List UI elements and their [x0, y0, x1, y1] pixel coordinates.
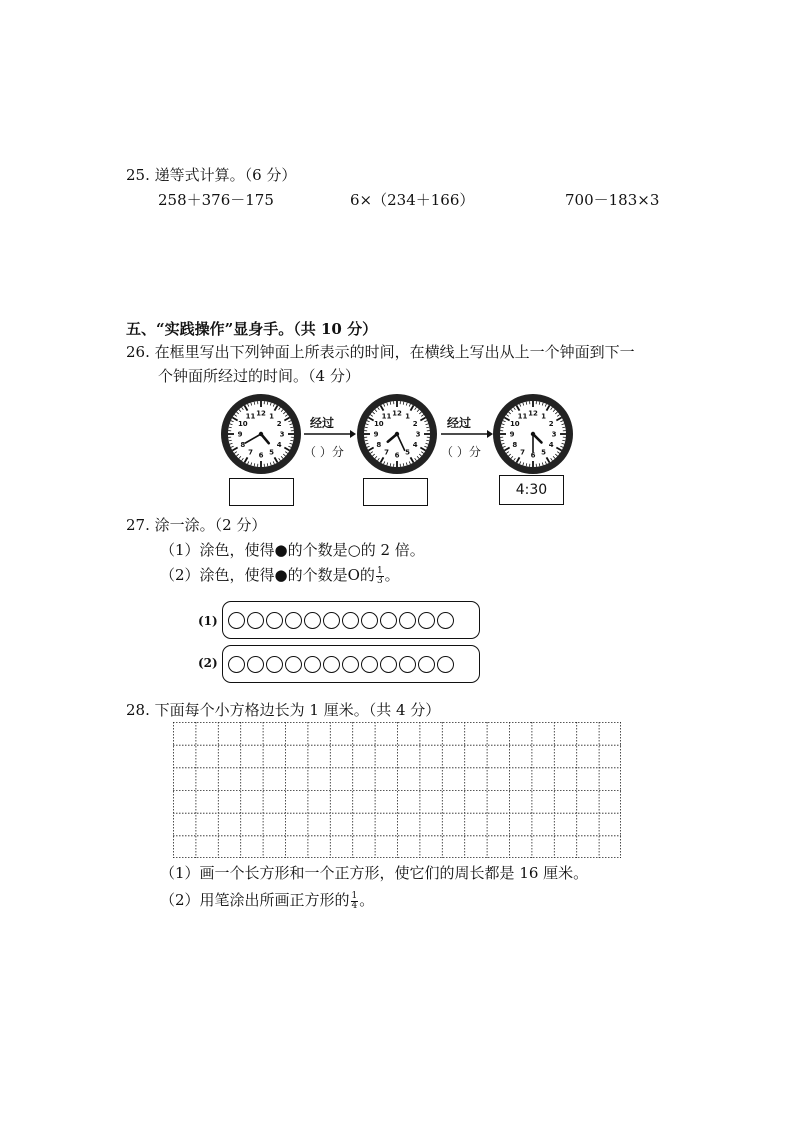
empty-circle[interactable]	[228, 612, 245, 629]
clock-number: 11	[517, 412, 528, 421]
empty-circle[interactable]	[285, 612, 302, 629]
empty-circle[interactable]	[247, 656, 264, 673]
empty-circle[interactable]	[437, 656, 454, 673]
empty-circle[interactable]	[323, 612, 340, 629]
fraction-one-third: $\frac{1}{3}$	[376, 565, 383, 586]
empty-circle[interactable]	[437, 612, 454, 629]
clock-number: 4	[548, 441, 554, 449]
clock-number: 2	[276, 420, 282, 428]
clock-number: 10	[509, 420, 520, 428]
q25-expr-3: 700－183×3	[565, 191, 660, 209]
clock-number: 9	[373, 430, 379, 439]
clock-number: 2	[412, 420, 418, 428]
empty-circle[interactable]	[304, 612, 321, 629]
empty-circle[interactable]	[323, 656, 340, 673]
clock-number: 4	[276, 441, 282, 449]
row-label-1: (1)	[198, 614, 218, 628]
section-5-title: 五、“实践操作”显身手。（共 10 分）	[126, 320, 378, 338]
clock-number: 11	[381, 412, 392, 421]
empty-circle[interactable]	[361, 612, 378, 629]
empty-circle[interactable]	[399, 656, 416, 673]
q27-title: 27. 涂一涂。（2 分）	[126, 516, 267, 534]
clock-number: 8	[240, 441, 246, 449]
elapsed-1	[304, 414, 360, 464]
clock-number: 12	[528, 409, 538, 418]
clock-center	[395, 432, 399, 436]
clock-number: 6	[258, 451, 264, 460]
clock-number: 1	[269, 412, 274, 421]
clock-number: 8	[512, 441, 518, 449]
clock-number: 12	[256, 409, 266, 418]
empty-circle[interactable]	[418, 656, 435, 673]
empty-circle[interactable]	[285, 656, 302, 673]
clock-number: 3	[415, 430, 421, 439]
q28-item-1: （1）画一个长方形和一个正方形，使它们的周长都是 16 厘米。	[160, 864, 589, 882]
clock-number: 3	[279, 430, 285, 439]
clock-number: 10	[237, 420, 248, 428]
q26-line-2: 个钟面所经过的时间。（4 分）	[158, 367, 360, 385]
q27-item-1: （1）涂色，使得●的个数是○的 2 倍。	[160, 541, 425, 559]
clock-number: 7	[520, 448, 525, 457]
circle-row-1	[222, 601, 480, 639]
clock-face-1	[219, 392, 303, 476]
clock-face-2	[355, 392, 439, 476]
time-box-1[interactable]	[229, 478, 294, 506]
clock-number: 9	[237, 430, 243, 439]
elapsed-answer-blank[interactable]: （ ）分	[441, 445, 481, 459]
arrow-right-icon	[441, 430, 493, 438]
clock-number: 3	[551, 430, 557, 439]
fraction-one-quarter: $\frac{1}{4}$	[351, 890, 358, 911]
elapsed-label: 经过	[310, 416, 335, 430]
empty-circle[interactable]	[228, 656, 245, 673]
empty-circle[interactable]	[342, 656, 359, 673]
empty-circle[interactable]	[380, 612, 397, 629]
clock-number: 6	[530, 451, 536, 460]
arrow-right-icon	[304, 430, 356, 438]
empty-circle[interactable]	[266, 656, 283, 673]
empty-circle[interactable]	[304, 656, 321, 673]
clock-number: 9	[509, 430, 515, 439]
clock-number: 8	[376, 441, 382, 449]
clock-number: 7	[384, 448, 389, 457]
clock-number: 7	[248, 448, 253, 457]
empty-circle[interactable]	[266, 612, 283, 629]
clock-center	[531, 432, 535, 436]
time-box-3: 4:30	[499, 475, 564, 505]
empty-circle[interactable]	[247, 612, 264, 629]
elapsed-answer-blank[interactable]: （ ）分	[304, 445, 344, 459]
clock-number: 6	[394, 451, 400, 460]
q27-item-2: （2）涂色，使得●的个数是O的 $\frac{1}{3}$ 。	[160, 565, 400, 586]
elapsed-2	[441, 414, 497, 464]
clock-number: 11	[245, 412, 256, 421]
q25-title: 25. 递等式计算。（6 分）	[126, 166, 297, 184]
empty-circle[interactable]	[380, 656, 397, 673]
clock-face-3	[491, 392, 575, 476]
q28-item-2: （2）用笔涂出所画正方形的 $\frac{1}{4}$ 。	[160, 890, 375, 911]
clock-number: 4	[412, 441, 418, 449]
clock-number: 5	[541, 448, 546, 457]
q25-expr-1: 258＋376－175	[158, 191, 274, 209]
clock-number: 2	[548, 420, 554, 428]
time-box-2[interactable]	[363, 478, 428, 506]
q26-line-1: 26. 在框里写出下列钟面上所表示的时间，在横线上写出从上一个钟面到下一	[126, 343, 635, 361]
square-grid[interactable]	[173, 722, 621, 858]
clock-number: 1	[405, 412, 410, 421]
elapsed-label: 经过	[447, 416, 472, 430]
clock-number: 5	[269, 448, 274, 457]
clock-number: 1	[541, 412, 546, 421]
clock-center	[259, 432, 263, 436]
clock-number: 5	[405, 448, 410, 457]
q28-title: 28. 下面每个小方格边长为 1 厘米。（共 4 分）	[126, 701, 441, 719]
empty-circle[interactable]	[342, 612, 359, 629]
clock-number: 10	[373, 420, 384, 428]
empty-circle[interactable]	[361, 656, 378, 673]
empty-circle[interactable]	[418, 612, 435, 629]
row-label-2: (2)	[198, 656, 218, 670]
circle-row-2	[222, 645, 480, 683]
q25-expr-2: 6×（234＋166）	[350, 191, 475, 209]
clock-number: 12	[392, 409, 402, 418]
empty-circle[interactable]	[399, 612, 416, 629]
